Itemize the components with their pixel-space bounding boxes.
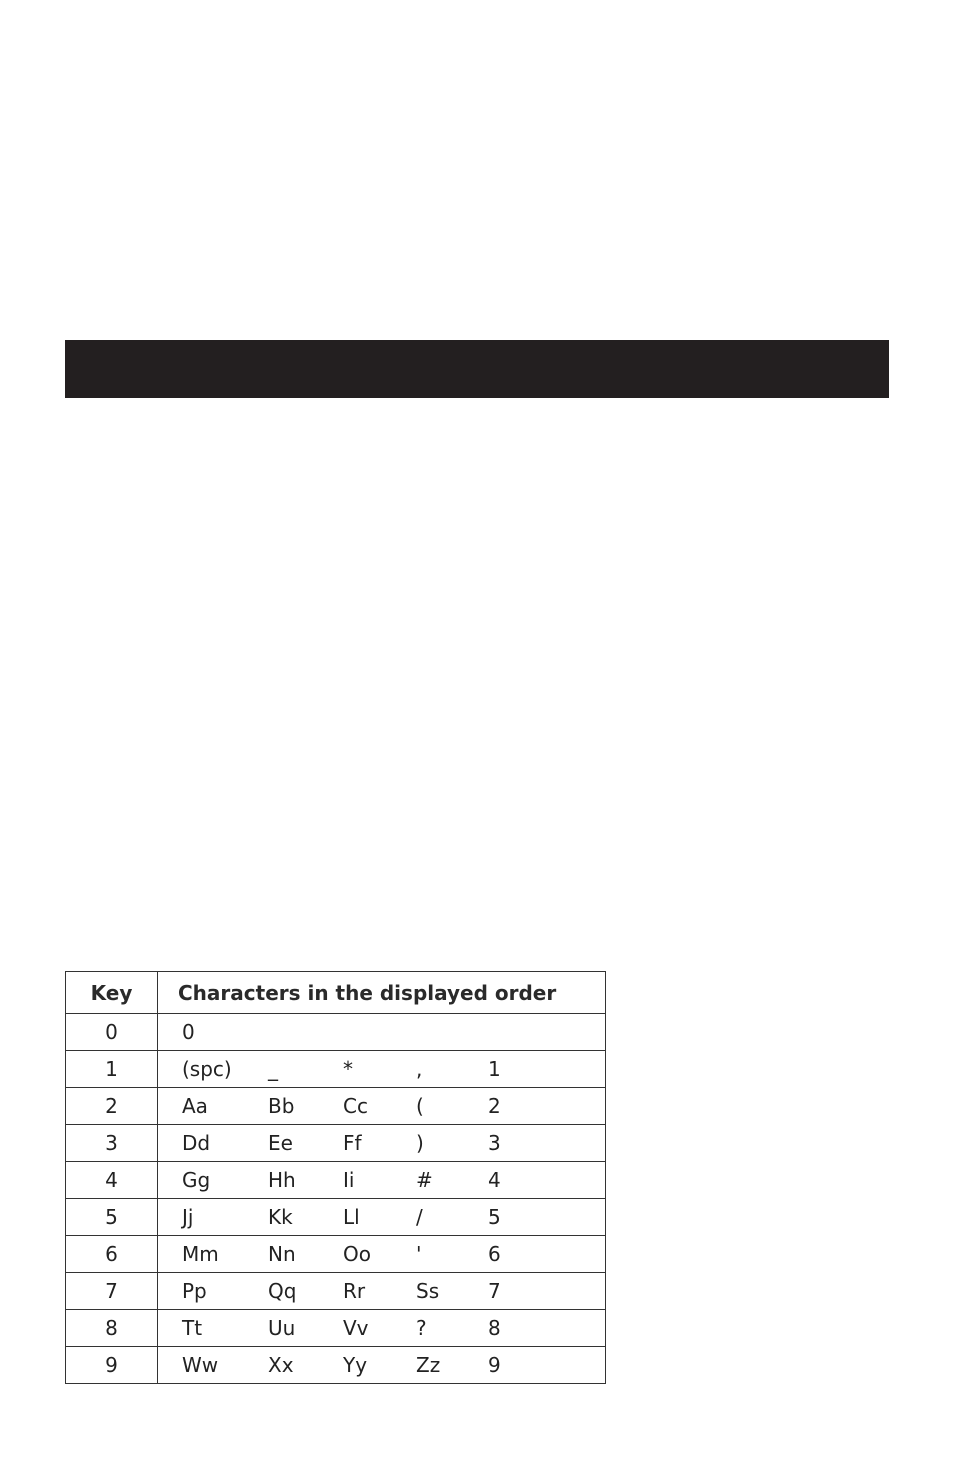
table-row	[66, 1347, 606, 1384]
table-row	[66, 1162, 606, 1199]
character-group: 6	[488, 1242, 501, 1266]
character-key-table	[65, 971, 606, 1384]
character-group: 9	[488, 1353, 501, 1377]
character-group: #	[416, 1168, 433, 1192]
character-group: Tt	[182, 1316, 203, 1340]
character-group: Ss	[416, 1279, 440, 1303]
key-cell: 2	[66, 1088, 158, 1125]
key-cell: 5	[66, 1199, 158, 1236]
character-group: Zz	[416, 1353, 441, 1377]
characters-cell	[158, 1125, 606, 1162]
key-cell: 0	[66, 1014, 158, 1051]
characters-cell	[158, 1199, 606, 1236]
table-row	[66, 1236, 606, 1273]
character-group: _	[268, 1057, 278, 1081]
characters-cell	[158, 1273, 606, 1310]
character-group: /	[416, 1205, 423, 1229]
character-group: Mm	[182, 1242, 219, 1266]
key-cell: 9	[66, 1347, 158, 1384]
character-group: Ll	[343, 1205, 360, 1229]
character-group: (spc)	[182, 1057, 232, 1081]
character-group: *	[343, 1057, 353, 1081]
character-group: 7	[488, 1279, 501, 1303]
character-group: Aa	[182, 1094, 208, 1118]
key-cell: 3	[66, 1125, 158, 1162]
table-row	[66, 1088, 606, 1125]
character-group: Uu	[268, 1316, 296, 1340]
table-row	[66, 1125, 606, 1162]
key-cell: 4	[66, 1162, 158, 1199]
character-group: 8	[488, 1316, 501, 1340]
character-group: Vv	[343, 1316, 369, 1340]
character-group: Cc	[343, 1094, 368, 1118]
characters-cell	[158, 1236, 606, 1273]
character-group: Hh	[268, 1168, 296, 1192]
character-group: 4	[488, 1168, 501, 1192]
table-row	[66, 1051, 606, 1088]
character-group: Ff	[343, 1131, 362, 1155]
characters-cell	[158, 1051, 606, 1088]
character-group: Pp	[182, 1279, 207, 1303]
characters-cell	[158, 1088, 606, 1125]
table-row	[66, 1310, 606, 1347]
section-header-bar	[65, 340, 889, 398]
character-group: Gg	[182, 1168, 211, 1192]
table-row	[66, 1014, 606, 1051]
character-group: (	[416, 1094, 424, 1118]
character-group: ,	[416, 1057, 423, 1081]
character-group: 3	[488, 1131, 501, 1155]
character-group: Nn	[268, 1242, 296, 1266]
characters-cell	[158, 1162, 606, 1199]
character-group: Oo	[343, 1242, 371, 1266]
key-cell: 1	[66, 1051, 158, 1088]
character-group: '	[416, 1242, 422, 1266]
character-group: ?	[416, 1316, 427, 1340]
characters-column-header: Characters in the displayed order	[158, 972, 606, 1014]
characters-cell	[158, 1014, 606, 1051]
character-group: Ee	[268, 1131, 293, 1155]
table-header-row	[66, 972, 606, 1014]
characters-cell	[158, 1347, 606, 1384]
key-cell: 8	[66, 1310, 158, 1347]
character-group: Kk	[268, 1205, 293, 1229]
character-group: 1	[488, 1057, 501, 1081]
character-group: Bb	[268, 1094, 295, 1118]
character-group: Qq	[268, 1279, 297, 1303]
key-column-header: Key	[66, 972, 158, 1014]
table-row	[66, 1199, 606, 1236]
character-group: 2	[488, 1094, 501, 1118]
character-group: Rr	[343, 1279, 366, 1303]
key-cell: 6	[66, 1236, 158, 1273]
character-group: Ww	[182, 1353, 219, 1377]
character-group: Jj	[182, 1205, 194, 1229]
table-row	[66, 1273, 606, 1310]
character-group: 5	[488, 1205, 501, 1229]
character-group: 0	[182, 1020, 195, 1044]
characters-cell	[158, 1310, 606, 1347]
character-group: Xx	[268, 1353, 294, 1377]
character-group: Yy	[343, 1353, 368, 1377]
character-group: Ii	[343, 1168, 355, 1192]
key-cell: 7	[66, 1273, 158, 1310]
character-group: Dd	[182, 1131, 211, 1155]
character-group: )	[416, 1131, 424, 1155]
